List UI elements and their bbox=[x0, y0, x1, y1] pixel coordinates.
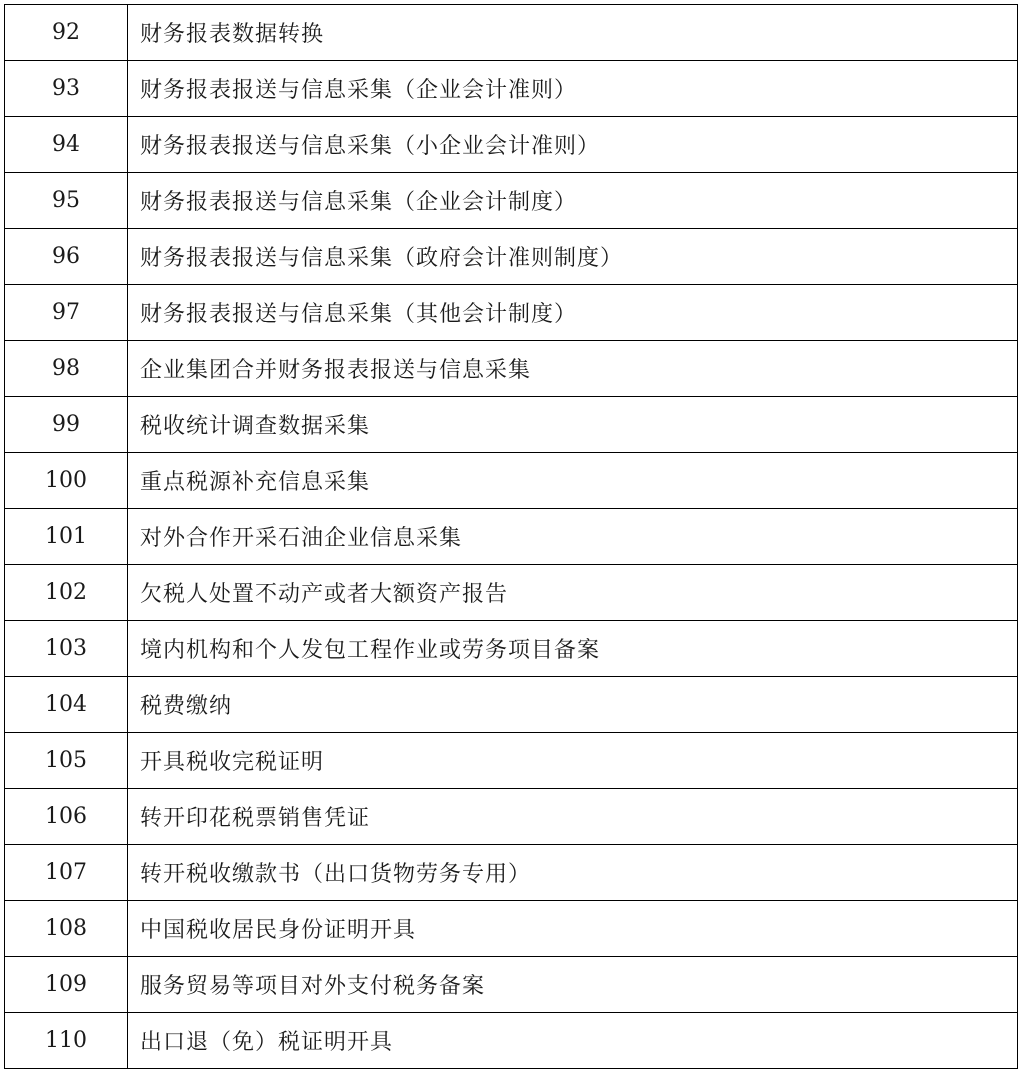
row-number: 98 bbox=[5, 341, 128, 397]
row-number: 95 bbox=[5, 173, 128, 229]
row-number: 106 bbox=[5, 789, 128, 845]
service-item-name: 服务贸易等项目对外支付税务备案 bbox=[128, 957, 1018, 1013]
table-row bbox=[5, 565, 1018, 621]
table-row bbox=[5, 789, 1018, 845]
service-item-name: 重点税源补充信息采集 bbox=[128, 453, 1018, 509]
row-number: 108 bbox=[5, 901, 128, 957]
table-row bbox=[5, 845, 1018, 901]
tax-service-table bbox=[4, 4, 1018, 1069]
table-row bbox=[5, 677, 1018, 733]
row-number: 102 bbox=[5, 565, 128, 621]
table-row bbox=[5, 733, 1018, 789]
row-number: 101 bbox=[5, 509, 128, 565]
table-row bbox=[5, 901, 1018, 957]
service-item-name: 中国税收居民身份证明开具 bbox=[128, 901, 1018, 957]
table-row bbox=[5, 117, 1018, 173]
tax-service-table-page bbox=[4, 4, 1018, 1069]
row-number: 100 bbox=[5, 453, 128, 509]
row-number: 104 bbox=[5, 677, 128, 733]
service-item-name: 企业集团合并财务报表报送与信息采集 bbox=[128, 341, 1018, 397]
table-row bbox=[5, 621, 1018, 677]
row-number: 105 bbox=[5, 733, 128, 789]
row-number: 109 bbox=[5, 957, 128, 1013]
row-number: 110 bbox=[5, 1013, 128, 1069]
table-row bbox=[5, 957, 1018, 1013]
table-row bbox=[5, 509, 1018, 565]
service-item-name: 转开税收缴款书（出口货物劳务专用） bbox=[128, 845, 1018, 901]
service-item-name: 财务报表报送与信息采集（企业会计准则） bbox=[128, 61, 1018, 117]
table-row bbox=[5, 61, 1018, 117]
row-number: 94 bbox=[5, 117, 128, 173]
table-row bbox=[5, 5, 1018, 61]
row-number: 99 bbox=[5, 397, 128, 453]
service-item-name: 境内机构和个人发包工程作业或劳务项目备案 bbox=[128, 621, 1018, 677]
service-item-name: 转开印花税票销售凭证 bbox=[128, 789, 1018, 845]
service-item-name: 财务报表报送与信息采集（其他会计制度） bbox=[128, 285, 1018, 341]
table-row bbox=[5, 173, 1018, 229]
service-item-name: 出口退（免）税证明开具 bbox=[128, 1013, 1018, 1069]
service-item-name: 财务报表数据转换 bbox=[128, 5, 1018, 61]
row-number: 103 bbox=[5, 621, 128, 677]
row-number: 107 bbox=[5, 845, 128, 901]
table-row bbox=[5, 397, 1018, 453]
service-item-name: 财务报表报送与信息采集（小企业会计准则） bbox=[128, 117, 1018, 173]
row-number: 96 bbox=[5, 229, 128, 285]
table-row bbox=[5, 1013, 1018, 1069]
service-item-name: 税收统计调查数据采集 bbox=[128, 397, 1018, 453]
service-item-name: 税费缴纳 bbox=[128, 677, 1018, 733]
row-number: 92 bbox=[5, 5, 128, 61]
row-number: 97 bbox=[5, 285, 128, 341]
service-item-name: 欠税人处置不动产或者大额资产报告 bbox=[128, 565, 1018, 621]
service-item-name: 对外合作开采石油企业信息采集 bbox=[128, 509, 1018, 565]
table-row bbox=[5, 341, 1018, 397]
row-number: 93 bbox=[5, 61, 128, 117]
service-item-name: 财务报表报送与信息采集（企业会计制度） bbox=[128, 173, 1018, 229]
service-item-name: 开具税收完税证明 bbox=[128, 733, 1018, 789]
service-item-name: 财务报表报送与信息采集（政府会计准则制度） bbox=[128, 229, 1018, 285]
table-row bbox=[5, 453, 1018, 509]
table-row bbox=[5, 285, 1018, 341]
table-row bbox=[5, 229, 1018, 285]
